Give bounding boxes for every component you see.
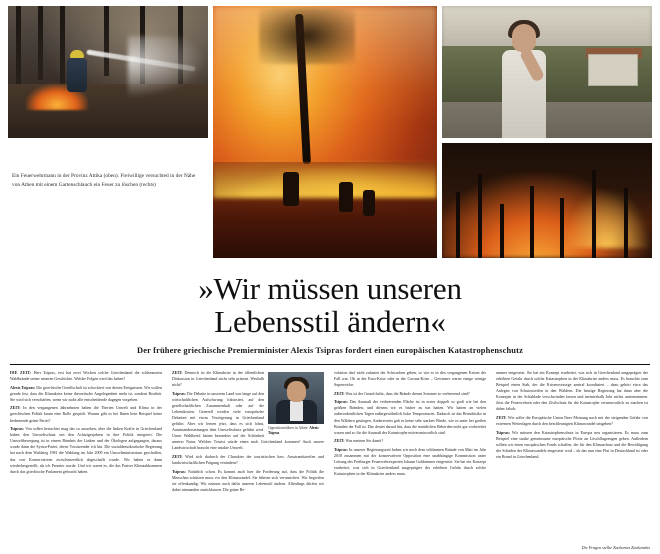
paragraph: ZEIT: Dennoch ist die Klimakrise in der öffentlichen Diskussion in Griechenland nicht sehr präsent. Weshalb nicht?: [172, 370, 264, 388]
speaker-label: Tsipras:: [172, 468, 186, 474]
speaker-label: Alexis Tsipras:: [10, 384, 36, 390]
portrait-location: in Athen:: [295, 426, 309, 430]
headline-line-2: Lebensstil ändern«: [214, 304, 446, 340]
portrait-caption: [268, 426, 324, 437]
photo1-firefighter: [64, 50, 90, 102]
paragraph: ZEIT: Was ist der Grund dafür, dass die Brände diesen Sommer so verheerend sind?: [334, 390, 470, 396]
photo2-flame-row: [213, 152, 437, 198]
photo4-trees: [442, 158, 652, 258]
speaker-label: Tsipras:: [496, 429, 510, 435]
paragraph: volution darf nicht zulasten der Schwachen gehen, so wie es in den vergangenen Krisen der Fall war. Oh in der Euro-Krise oder in der Corona-Krise – Gewinner waren einige wenige Superreiche.: [334, 370, 486, 388]
photo-forest-fire-figures: [213, 6, 437, 258]
paragraph: ZEIT: Wie sollte die Europäische Union Ihrer Meinung nach mit der steigenden Gefahr von extremen Wetterlagen durch den beschleunigten Klimawandel umgehen?: [496, 415, 648, 427]
speaker-label: DIE ZEIT:: [10, 370, 32, 375]
speaker-label: Tsipras:: [334, 446, 348, 452]
speaker-label: Tsipras:: [334, 399, 348, 405]
column-1: [10, 370, 162, 542]
subheadline: Der frühere griechische Premierminister Alexis Tsipras fordert einen europäischen Katastrophenschutz: [137, 345, 523, 355]
column-3: [334, 370, 486, 542]
speaker-label: Tsipras:: [172, 390, 186, 396]
byline: Die Fragen stellte Zacharias Zacharakis: [581, 545, 650, 550]
portrait-role: Oppositionsführer: [268, 426, 295, 430]
column-4: [496, 370, 648, 542]
photo3-house: [588, 54, 638, 86]
paragraph: ZEIT: In den vergangenen Jahrzehnten haben die Therien Unwelt und Klima in der griechischen Politik kaum eine Rolle gespielt. Warum gibt es bei Ihnen kein Beispiel keine bedeutende grüne Partei?: [10, 405, 162, 423]
speaker-label: ZEIT:: [334, 390, 345, 396]
speaker-label: ZEIT:: [334, 438, 345, 444]
photo2-figure: [283, 172, 299, 206]
headline-block: [0, 272, 660, 355]
paragraph: ammer eingesetzt. Sie hat ein Konzept erarbeitet, was sich in Griechenland ausgeprägter der erhöhten Gefahr durch solche Katastrophen in der Klimakrise anders muss. Es brauchte zum Beispiel einen Stab, der die Krisenvorsorge zentral koordiniert – dazu gehört etwa das Anlegen von Schutzstreifen in den Wäldern. Die heutige Regierung hat dann aber die Konzepte in der Schublade verschwinden lassen und meinterhalb Jahr nichts unternommen. Jetzt die Feuerwehren oder den Zivilschutz für die Katastrophe verantwortlich zu machen ist daher falsch.: [496, 370, 648, 412]
paragraph: Tsipras: Die Debatte in unserem Land war lange auf den wirtschaftlichen Aufschwung fokussiert, auf den gesellschaftlichen Zusammenhalt oder auf die Lebenskosten. Generell werden viele europäische Debatten mit etwas Verzögerung in Griechenland geführt. Aber wir lernen jetzt, dass es sich lohnt, Auseinandersetzungen über Umweltschutz geführt wird. Unser Wahlkreid hatten besonders auf der Schönheit unserer Natur. Welcher Tourist würde einen nach Griechenland kommen? Auch unsere Landwirtschaft braucht eine intakte Umwelt.: [172, 390, 324, 451]
portrait-photo-alexis-tsipras: [268, 372, 324, 424]
speaker-label: ZEIT:: [496, 415, 507, 421]
headline-line-1: »Wir müssen unseren: [198, 271, 462, 306]
column-2: [172, 370, 324, 542]
photo-night-hillside-fire: [442, 143, 652, 258]
photo2-figure: [339, 182, 353, 212]
photo1-water-spray: [128, 36, 206, 98]
paragraph: Tsipras: In unserer Regierungszeit haben wir nach dem schlimmen Brände von Mati im Jahr 2018 zusammen mit der konservativen Opposition eine unabhängige Kommission unter Leitung des Freiburger Feuerwehrexperten Johann Goldammer eingesetzt. Sie hat ein Konzept erarbeitet, was sich in Griechenland ausgeprägter der erhöhten Gefahr durch solche Katastrophen in der Klimakrise anders muss.: [334, 446, 486, 477]
paragraph: ZEIT: Wird sich dadurch der Charakter der touristischen bzw. Ausstrandstreifen und landwirtschaftlichen Prägung verändern?: [172, 454, 324, 466]
paragraph: Alexis Tsipras: Die griechische Gesellschaft ist schockiert von diesen Ereignissen. Wir wollen gerade fest, dass die Klimakrise keine theoretische Angelegenheit mehr ist, sondern Realität. Sie wird sich verschärfen, wenn wir nicht alle entscheidende dagegen vorgehen.: [10, 384, 162, 402]
photo-caption: Ein Feuerwehrmann in der Provinz Attika (oben). Freiwillige versuchted in der Nähe von Athen mit einem Gartenschlauch ein Feuer zu löschen (rechts): [12, 173, 196, 188]
photo-strip: [8, 6, 652, 258]
horizontal-rule: [10, 364, 650, 365]
photo-firefighter-hose-attica: [8, 6, 208, 138]
paragraph: Tsipras: Das Ausmaß der verheerenden Fläche ist in erster doppelt so groß wie bei den größten Bränden, und diesem wir es bisher zu tun hatten. Wir hatten an vielen außerordentlichen Tagen außergewöhnlich hohe Temperaturen. Dadurch ist das Brandrisiko in den Wäldern gestiegen. Andererseits gab es keine sehr starken Winde, wie es unter bei großen Bränden der Fall ist. Das deutet darauf hin, dass die natürlichen Behörden nicht gut vorbereitet waren und so für die Ausmaß der Katastrophe mitverantwortlich sind.: [334, 399, 486, 435]
paragraph: DIE ZEIT: Herr Tsipras, erst hat zwei Wochen solche Griechenland die schlimmsten Waldbrände seiner neueren Geschichte. Welche Folgen wird das haben?: [10, 370, 162, 382]
portrait-inset: [268, 372, 324, 437]
photo2-figure: [363, 190, 375, 216]
article-body: [10, 370, 650, 542]
photo3-woman: [496, 24, 554, 138]
speaker-label: ZEIT:: [172, 370, 183, 375]
speaker-label: ZEIT:: [172, 454, 183, 460]
paragraph: Tsipras: Von sollen betrachtet mag das so aussehen, aber die linken Kräfte in Griechenland haben den Umweltschutz seit den Achtzigerjahren in ihre Politik integriert. Die Umweltbewegung ist in einem Bündnis der Linken und der Ökologen aufgegangen, daraus wurde dann die Syriza-Partei, deren Vorsitzender ich bin. Die sozialdemokratische Regierung hat nach dem Wahlsieg 1981 die Wahlung im Jahr 2009 ein Umweltministerium geschaffen, das von Konservativen zwischenzeitlich abgeschafft wurde. Wir haben es dann wiederhergestellt, als ich Premier wurde. Und wir waren es, die das Pariser Klimaabkommen durch das griechische Parlament gebracht haben.: [10, 426, 162, 474]
portrait-name: Alexis Tsipras: [268, 426, 319, 436]
speaker-label: ZEIT:: [10, 405, 21, 411]
photo2-canopy: [259, 8, 355, 64]
speaker-label: Tsipras:: [10, 426, 24, 432]
paragraph: ZEIT: Was meinen Sie damit?: [334, 438, 384, 444]
paragraph: Tsipras: Wir müssen den Katastrophenschutz in Europa neu organisieren. Es muss zum Beispiel eine starke gemeinsame europäische Flotte an Löschflugzeugen geben. Außerdem sollten wir einen europäischen Fonds schaffen, der für den Klimaschutz und die Bewältigung der Schäden der Klimawandels eingesetzt wird – ob das nun eine Flut in Deutschland ist oder ein Brand in Griechenland.: [496, 429, 648, 460]
photo-woman-reacting-village: [442, 6, 652, 138]
paragraph: Tsipras: Natürlich schon. Es kommt auch hier die Forderung auf, dass die Politik die Menschen schützen muss vor den Klimawandel. Sie führten sich verunsichert. Wir begreifen sie offenkundig. Wir müssen auch dafür unseren Lebensstil ändern. Allerdings dürfen wir dabei niemanden zurücklassen. Die grüne Re-: [172, 468, 324, 492]
